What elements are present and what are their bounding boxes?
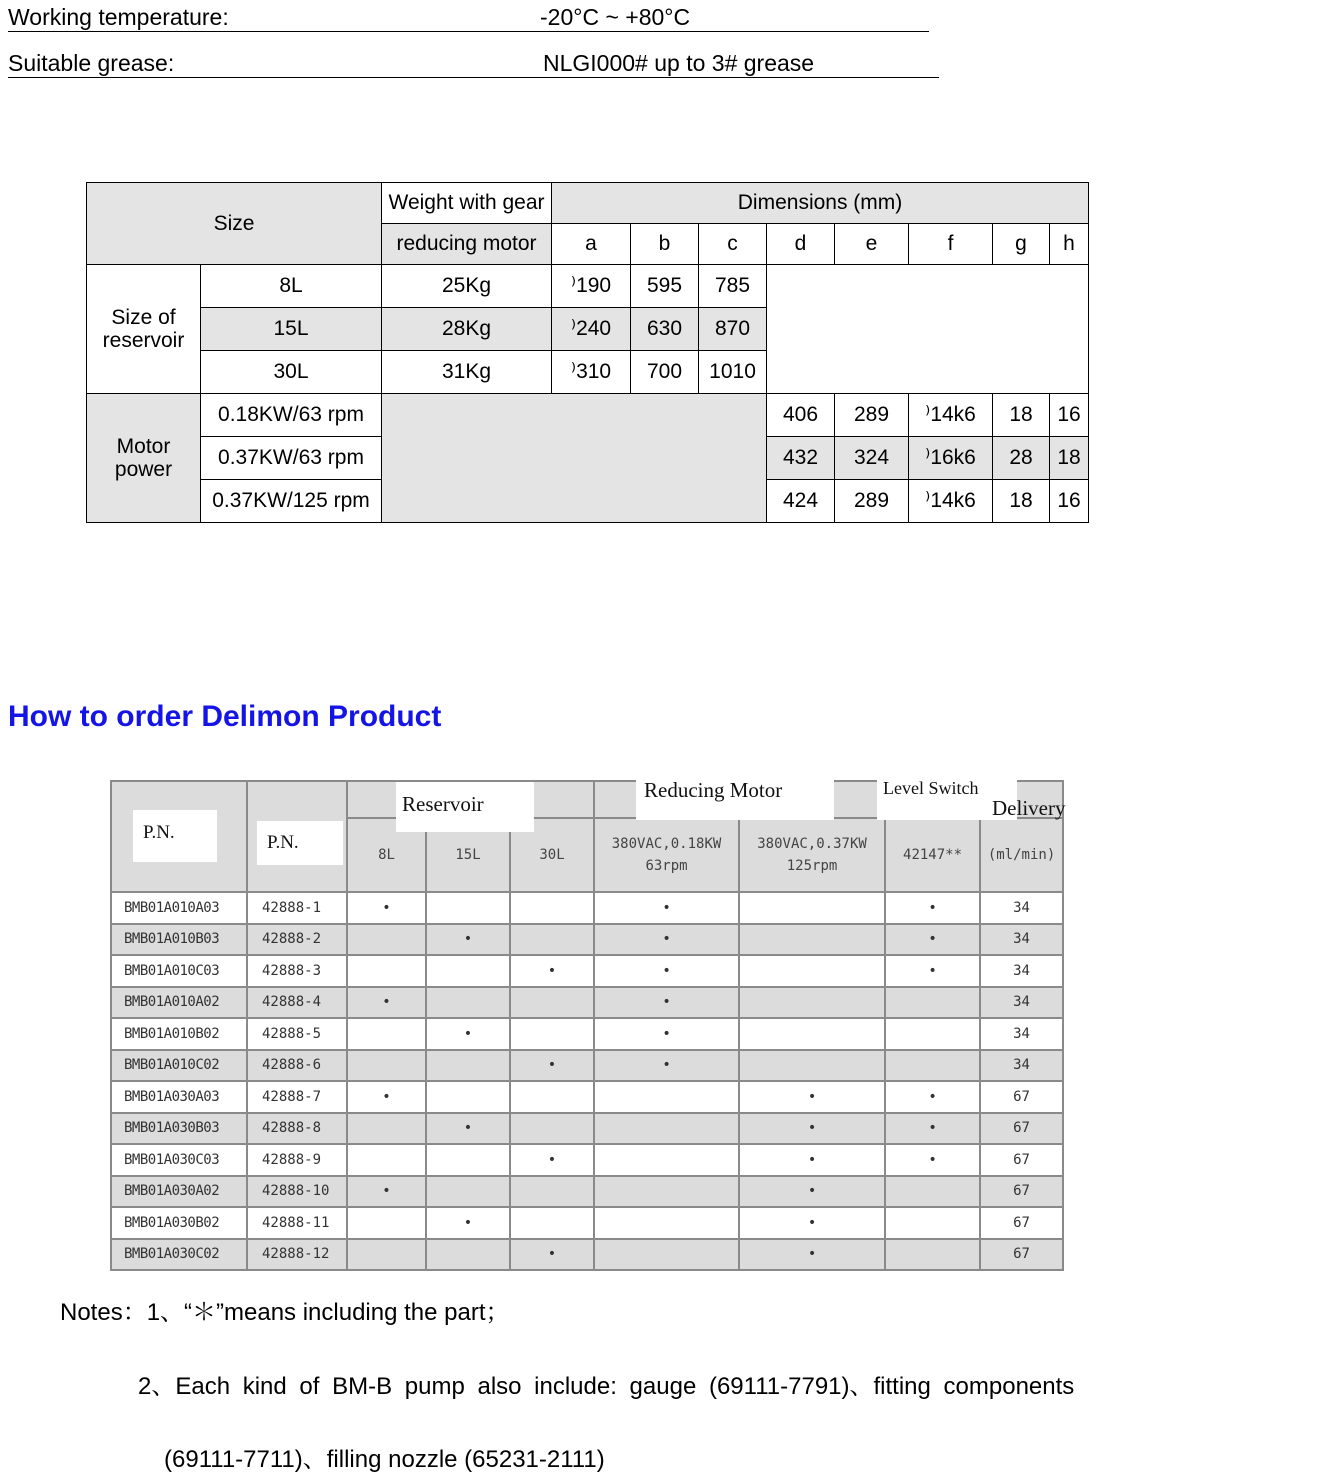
- motor-018-mark: [594, 1207, 739, 1239]
- reservoir-30l-mark: [510, 1018, 594, 1050]
- pn2-cell: 42888-9: [247, 1144, 347, 1176]
- empty-block-motor: [382, 394, 767, 523]
- level-switch-mark: •: [885, 892, 980, 924]
- reservoir-30l-mark: [510, 1113, 594, 1145]
- pn-cell: BMB01A030A03: [111, 1081, 247, 1113]
- motor-018-mark: •: [594, 892, 739, 924]
- motor-037-mark: [739, 987, 885, 1019]
- order-row: [111, 1176, 1063, 1208]
- pn2-cell: 42888-6: [247, 1050, 347, 1082]
- order-table: [110, 780, 1064, 1271]
- level-switch-mark: •: [885, 1113, 980, 1145]
- pn2-cell: 42888-12: [247, 1239, 347, 1271]
- pn-cell: BMB01A030C02: [111, 1239, 247, 1271]
- dim-d-cell: 424: [767, 480, 835, 523]
- motor-018-line1: 380VAC,0.18KW: [611, 835, 722, 852]
- level-switch-mark: •: [885, 1144, 980, 1176]
- working-temperature-label: Working temperature:: [8, 4, 229, 30]
- dim-g-cell: 18: [993, 480, 1050, 523]
- order-heading: How to order Delimon Product: [8, 700, 442, 733]
- dim-b-cell: 700: [631, 351, 699, 394]
- reservoir-30l-mark: [510, 892, 594, 924]
- reservoir-8l-mark: [347, 955, 426, 987]
- working-temperature-underline: [8, 31, 929, 32]
- sub-header-30l: 30L: [510, 818, 594, 892]
- dim-f-cell: ⁾16k6: [909, 437, 993, 480]
- pn-cell: BMB01A010C03: [111, 955, 247, 987]
- reservoir-15l-mark: [426, 987, 510, 1019]
- motor-037-mark: [739, 955, 885, 987]
- reservoir-size-cell: 15L: [201, 308, 382, 351]
- dim-d-cell: 432: [767, 437, 835, 480]
- reservoir-30l-mark: [510, 1207, 594, 1239]
- reservoir-label-line1: Size of: [111, 305, 176, 329]
- col-header-d: d: [767, 224, 835, 265]
- pn2-cell: 42888-1: [247, 892, 347, 924]
- col-header-a: a: [552, 224, 631, 265]
- pn-cell: BMB01A030A02: [111, 1176, 247, 1208]
- reservoir-15l-mark: [426, 1081, 510, 1113]
- dim-g-cell: 18: [993, 394, 1050, 437]
- level-switch-overlay: Level Switch: [877, 774, 1017, 820]
- delivery-cell: 34: [980, 987, 1063, 1019]
- col-header-g: g: [993, 224, 1050, 265]
- sub-header-motor-037: [739, 818, 885, 892]
- reservoir-30l-mark: [510, 1081, 594, 1113]
- pn-cell: BMB01A010A02: [111, 987, 247, 1019]
- motor-037-mark: •: [739, 1081, 885, 1113]
- note-line-1: Notes：1、“＊”means including the part；: [60, 1299, 510, 1326]
- dim-a-cell: ⁾240: [552, 308, 631, 351]
- pn-cell: BMB01A030C03: [111, 1144, 247, 1176]
- dim-g-cell: 28: [993, 437, 1050, 480]
- dimensions-table: [86, 182, 1089, 523]
- reservoir-8l-mark: [347, 1050, 426, 1082]
- col-header-e: e: [835, 224, 909, 265]
- dim-c-cell: 1010: [699, 351, 767, 394]
- motor-018-mark: [594, 1144, 739, 1176]
- level-switch-mark: •: [885, 924, 980, 956]
- delivery-cell: 67: [980, 1081, 1063, 1113]
- reservoir-8l-mark: [347, 1144, 426, 1176]
- reservoir-15l-mark: [426, 1176, 510, 1208]
- pn-overlay-1: P.N.: [133, 810, 217, 862]
- motor-037-mark: [739, 924, 885, 956]
- motor-037-mark: •: [739, 1144, 885, 1176]
- reservoir-30l-mark: [510, 1176, 594, 1208]
- level-switch-mark: [885, 1050, 980, 1082]
- motor-037-mark: •: [739, 1113, 885, 1145]
- motor-018-mark: •: [594, 987, 739, 1019]
- delivery-cell: 67: [980, 1113, 1063, 1145]
- reservoir-8l-mark: [347, 1113, 426, 1145]
- reservoir-30l-mark: •: [510, 1144, 594, 1176]
- level-switch-mark: [885, 1207, 980, 1239]
- order-row: [111, 955, 1063, 987]
- level-switch-mark: •: [885, 1081, 980, 1113]
- delivery-cell: 34: [980, 955, 1063, 987]
- delivery-overlay: Delivery: [992, 796, 1066, 820]
- motor-power-cell: 0.37KW/63 rpm: [201, 437, 382, 480]
- pn-cell: BMB01A010A03: [111, 892, 247, 924]
- order-table-image: [110, 778, 1066, 1269]
- reservoir-15l-mark: [426, 892, 510, 924]
- level-switch-mark: [885, 1176, 980, 1208]
- order-row: [111, 1207, 1063, 1239]
- pn2-cell: 42888-3: [247, 955, 347, 987]
- motor-037-mark: [739, 1018, 885, 1050]
- reservoir-8l-mark: •: [347, 892, 426, 924]
- reservoir-size-cell: 8L: [201, 265, 382, 308]
- reservoir-overlay: Reservoir: [396, 782, 534, 832]
- motor-power-cell: 0.37KW/125 rpm: [201, 480, 382, 523]
- reservoir-30l-mark: [510, 924, 594, 956]
- delivery-cell: 67: [980, 1144, 1063, 1176]
- delivery-cell: 34: [980, 924, 1063, 956]
- motor-037-mark: •: [739, 1207, 885, 1239]
- motor-018-mark: [594, 1239, 739, 1271]
- order-row: [111, 1050, 1063, 1082]
- dim-f-cell: ⁾14k6: [909, 480, 993, 523]
- order-row: [111, 1144, 1063, 1176]
- dim-c-cell: 785: [699, 265, 767, 308]
- motor-018-mark: [594, 1176, 739, 1208]
- motor-037-mark: [739, 1050, 885, 1082]
- delivery-cell: 67: [980, 1176, 1063, 1208]
- reservoir-15l-mark: •: [426, 1018, 510, 1050]
- reservoir-8l-mark: [347, 1018, 426, 1050]
- reservoir-15l-mark: [426, 1144, 510, 1176]
- motor-037-mark: •: [739, 1176, 885, 1208]
- reservoir-8l-mark: [347, 1239, 426, 1271]
- dim-h-cell: 16: [1050, 480, 1089, 523]
- reservoir-size-label: [87, 265, 201, 394]
- reservoir-15l-mark: [426, 955, 510, 987]
- level-switch-mark: [885, 987, 980, 1019]
- reservoir-8l-mark: •: [347, 1176, 426, 1208]
- suitable-grease-value: NLGI000# up to 3# grease: [543, 50, 815, 76]
- pn-cell: BMB01A010B02: [111, 1018, 247, 1050]
- motor-018-mark: •: [594, 1018, 739, 1050]
- reservoir-8l-mark: [347, 1207, 426, 1239]
- pn-cell: BMB01A030B02: [111, 1207, 247, 1239]
- col-header-c: c: [699, 224, 767, 265]
- order-rows: [111, 892, 1063, 1270]
- delivery-cell: 67: [980, 1207, 1063, 1239]
- reservoir-8l-mark: •: [347, 987, 426, 1019]
- motor-label-line2: power: [114, 458, 173, 481]
- sub-header-level-switch: 42147**: [885, 818, 980, 892]
- delivery-cell: 67: [980, 1239, 1063, 1271]
- note-line-2: 2、Each kind of BM-B pump also include: gauge (69111-7791)、fitting components: [138, 1373, 1075, 1400]
- delivery-cell: 34: [980, 1018, 1063, 1050]
- suitable-grease-underline: [8, 77, 939, 78]
- dim-h-cell: 18: [1050, 437, 1089, 480]
- motor-018-mark: [594, 1081, 739, 1113]
- motor-power-label: [87, 394, 201, 523]
- order-row: [111, 1113, 1063, 1145]
- motor-label-line1: Motor: [116, 434, 171, 458]
- reservoir-weight-cell: 31Kg: [382, 351, 552, 394]
- reservoir-15l-mark: •: [426, 924, 510, 956]
- dim-a-cell: ⁾310: [552, 351, 631, 394]
- motor-power-cell: 0.18KW/63 rpm: [201, 394, 382, 437]
- reservoir-30l-mark: •: [510, 1050, 594, 1082]
- motor-037-line2: 125rpm: [786, 858, 838, 874]
- reservoir-8l-mark: •: [347, 1081, 426, 1113]
- order-row: [111, 892, 1063, 924]
- reservoir-15l-mark: •: [426, 1207, 510, 1239]
- order-row: [111, 1239, 1063, 1271]
- pn-cell: BMB01A010C02: [111, 1050, 247, 1082]
- pn2-cell: 42888-2: [247, 924, 347, 956]
- reservoir-size-cell: 30L: [201, 351, 382, 394]
- dim-e-cell: 289: [835, 480, 909, 523]
- pn2-cell: 42888-5: [247, 1018, 347, 1050]
- dim-b-cell: 595: [631, 265, 699, 308]
- reservoir-15l-mark: [426, 1239, 510, 1271]
- sub-header-delivery: (ml/min): [980, 818, 1063, 892]
- pn2-cell: 42888-8: [247, 1113, 347, 1145]
- dim-b-cell: 630: [631, 308, 699, 351]
- pn-cell: BMB01A010B03: [111, 924, 247, 956]
- sub-header-15l: 15L: [426, 818, 510, 892]
- weight-header-line1: Weight with gear: [382, 183, 552, 224]
- delivery-cell: 34: [980, 1050, 1063, 1082]
- motor-018-line2: 63rpm: [645, 858, 688, 874]
- col-header-b: b: [631, 224, 699, 265]
- reservoir-weight-cell: 25Kg: [382, 265, 552, 308]
- delivery-cell: 34: [980, 892, 1063, 924]
- motor-018-mark: [594, 1113, 739, 1145]
- motor-037-mark: •: [739, 1239, 885, 1271]
- pn2-cell: 42888-7: [247, 1081, 347, 1113]
- reducing-motor-overlay: Reducing Motor: [636, 774, 834, 820]
- motor-037-line1: 380VAC,0.37KW: [757, 835, 867, 852]
- order-row: [111, 987, 1063, 1019]
- pn2-cell: 42888-11: [247, 1207, 347, 1239]
- pn-overlay-2: P.N.: [257, 821, 343, 865]
- pn2-cell: 42888-4: [247, 987, 347, 1019]
- dim-f-cell: ⁾14k6: [909, 394, 993, 437]
- col-header-h: h: [1050, 224, 1089, 265]
- size-header: Size: [87, 183, 382, 265]
- motor-018-mark: •: [594, 955, 739, 987]
- sub-header-8l: 8L: [347, 818, 426, 892]
- dim-h-cell: 16: [1050, 394, 1089, 437]
- sub-header-motor-018: [594, 818, 739, 892]
- order-row: [111, 1081, 1063, 1113]
- reservoir-8l-mark: [347, 924, 426, 956]
- reservoir-15l-mark: •: [426, 1113, 510, 1145]
- dim-d-cell: 406: [767, 394, 835, 437]
- working-temperature-value: -20°C ~ +80°C: [540, 4, 691, 30]
- dim-e-cell: 324: [835, 437, 909, 480]
- reservoir-weight-cell: 28Kg: [382, 308, 552, 351]
- order-row: [111, 924, 1063, 956]
- col-header-f: f: [909, 224, 993, 265]
- level-switch-mark: [885, 1018, 980, 1050]
- dim-e-cell: 289: [835, 394, 909, 437]
- motor-018-mark: •: [594, 924, 739, 956]
- level-switch-mark: •: [885, 955, 980, 987]
- reservoir-30l-mark: •: [510, 1239, 594, 1271]
- suitable-grease-label: Suitable grease:: [8, 50, 175, 76]
- dim-c-cell: 870: [699, 308, 767, 351]
- empty-block-reservoir: [767, 265, 1089, 394]
- level-switch-mark: [885, 1239, 980, 1271]
- weight-header-line2: reducing motor: [382, 224, 552, 265]
- order-row: [111, 1018, 1063, 1050]
- motor-037-mark: [739, 892, 885, 924]
- reservoir-15l-mark: [426, 1050, 510, 1082]
- dim-a-cell: ⁾190: [552, 265, 631, 308]
- reservoir-30l-mark: •: [510, 955, 594, 987]
- reservoir-30l-mark: [510, 987, 594, 1019]
- motor-018-mark: •: [594, 1050, 739, 1082]
- pn-cell: BMB01A030B03: [111, 1113, 247, 1145]
- dimensions-header: Dimensions (mm): [552, 183, 1089, 224]
- note-line-3: (69111-7711)、filling nozzle (65231-2111): [164, 1446, 605, 1473]
- pn2-cell: 42888-10: [247, 1176, 347, 1208]
- reservoir-label-line2: reservoir: [102, 329, 185, 352]
